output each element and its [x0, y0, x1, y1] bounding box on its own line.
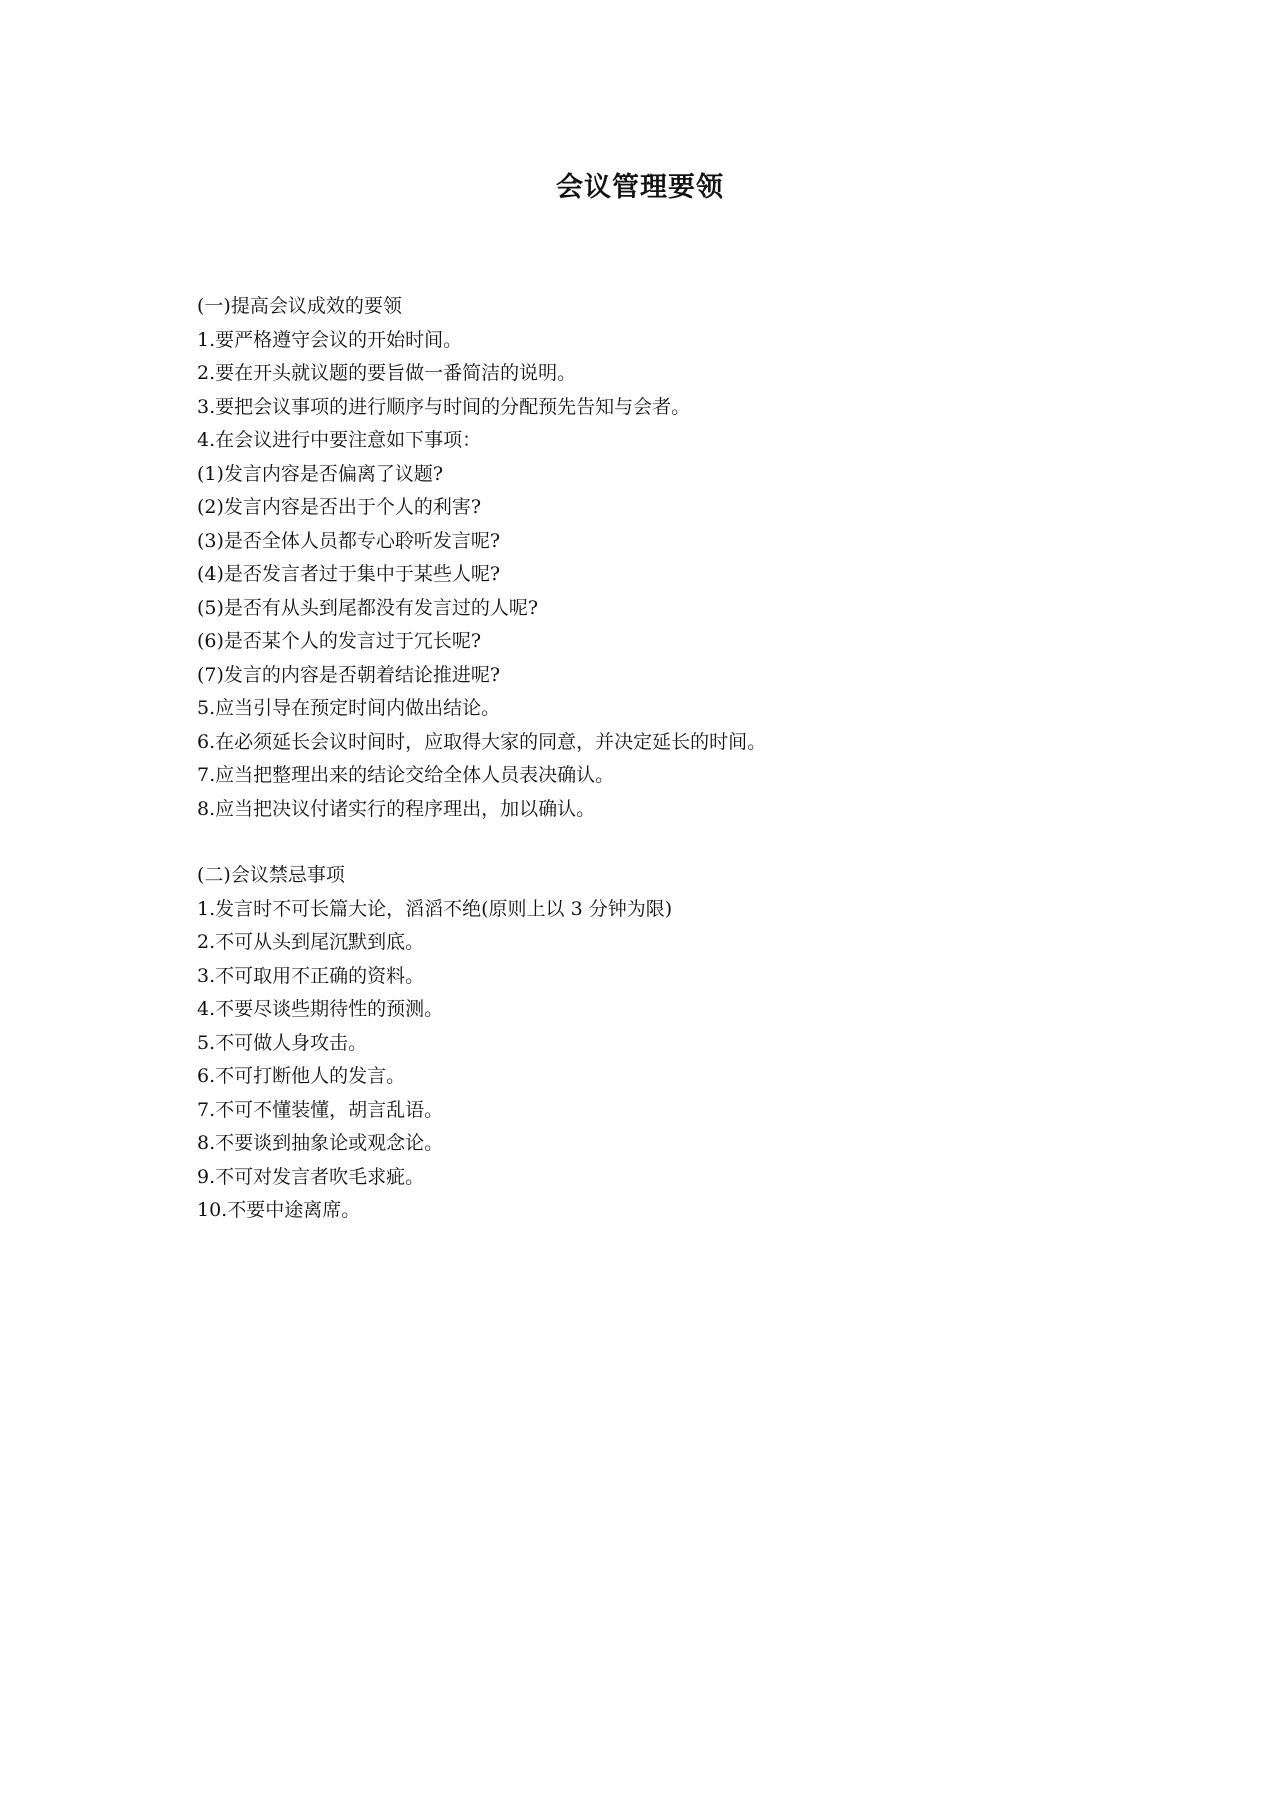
list-item: 2.不可从头到尾沉默到底。	[197, 931, 425, 953]
list-item: (5)是否有从头到尾都没有发言过的人呢?	[197, 596, 539, 619]
list-item: 2.要在开头就议题的要旨做一番简洁的说明。	[197, 362, 577, 384]
page-title: 会议管理要领	[556, 172, 724, 203]
list-item: 4.在会议进行中要注意如下事项：	[197, 429, 482, 451]
list-item: 6.在必须延长会议时间时，应取得大家的同意，并决定延长的时间。	[197, 730, 767, 753]
list-item: 1.发言时不可长篇大论，滔滔不绝(原则上以 3 分钟为限)	[197, 897, 673, 920]
list-item: 4.不要尽谈些期待性的预测。	[197, 998, 444, 1020]
list-item: 8.不要谈到抽象论或观念论。	[197, 1132, 444, 1154]
list-item: 7.不可不懂装懂，胡言乱语。	[197, 1098, 444, 1121]
section-heading: (二)会议禁忌事项	[197, 864, 345, 886]
list-item: (4)是否发言者过于集中于某些人呢?	[197, 563, 501, 585]
list-item: 5.不可做人身攻击。	[197, 1031, 368, 1054]
list-item: 6.不可打断他人的发言。	[197, 1065, 406, 1087]
section-meeting-taboos	[197, 859, 1197, 1228]
section-meeting-effectiveness	[197, 290, 1197, 826]
section-spacer	[197, 826, 1197, 859]
list-item: (2)发言内容是否出于个人的利害?	[197, 496, 482, 518]
list-item: (3)是否全体人员都专心聆听发言呢?	[197, 529, 501, 552]
document-body	[197, 290, 1197, 1228]
section-heading: (一)提高会议成效的要领	[197, 295, 402, 317]
list-item: 3.不可取用不正确的资料。	[197, 964, 425, 987]
list-item: 10.不要中途离席。	[197, 1199, 361, 1221]
list-item: (6)是否某个人的发言过于冗长呢?	[197, 630, 482, 652]
list-item: 1.要严格遵守会议的开始时间。	[197, 328, 463, 351]
list-item: 9.不可对发言者吹毛求疵。	[197, 1165, 425, 1188]
list-item: 3.要把会议事项的进行顺序与时间的分配预先告知与会者。	[197, 395, 691, 418]
list-item: 8.应当把决议付诸实行的程序理出，加以确认。	[197, 797, 596, 820]
list-item: 7.应当把整理出来的结论交给全体人员表决确认。	[197, 764, 615, 786]
list-item: 5.应当引导在预定时间内做出结论。	[197, 697, 501, 719]
list-item: (7)发言的内容是否朝着结论推进呢?	[197, 663, 501, 686]
list-item: (1)发言内容是否偏离了议题?	[197, 462, 444, 485]
